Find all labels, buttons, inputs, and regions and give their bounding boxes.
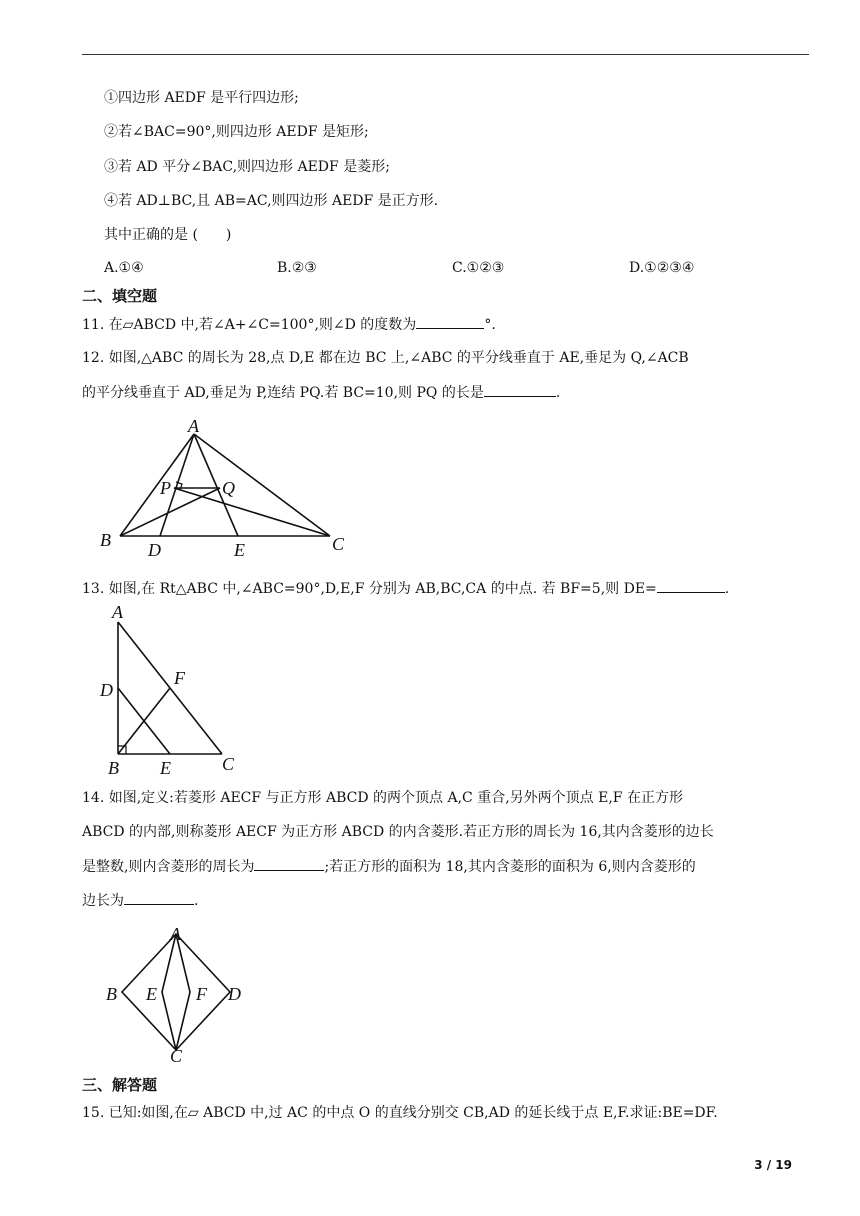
q10-option-a: A.①④ <box>104 260 144 276</box>
q12-answer-blank <box>484 382 556 397</box>
q14-label-f: F <box>196 984 207 1004</box>
q10-option-b: B.②③ <box>277 260 317 276</box>
q13-label-e: E <box>160 758 171 778</box>
q10-item-2: ②若∠BAC=90°,则四边形 AEDF 是矩形; <box>104 124 369 140</box>
q12-segment-ac <box>194 434 330 536</box>
q12-segment-cp <box>174 488 330 536</box>
q13-suffix: . <box>724 581 730 597</box>
section-fill-in-heading: 二、填空题 <box>82 287 158 305</box>
q12-figure <box>96 416 356 558</box>
q14-label-b: B <box>106 984 117 1004</box>
q11-suffix: °. <box>484 317 496 333</box>
q13-answer-blank <box>657 578 725 593</box>
q14-line-2: ABCD 的内部,则称菱形 AECF 为正方形 ABCD 的内含菱形.若正方形的周长为 16,其内含菱形的边长 <box>82 824 714 840</box>
q13-label-f: F <box>174 668 185 688</box>
q14-answer-blank-2 <box>124 890 194 905</box>
q14-suffix: . <box>194 893 199 909</box>
q14-label-d: D <box>228 984 241 1004</box>
page-number: 3 / 19 <box>754 1158 792 1172</box>
q12-label-b: B <box>100 530 111 550</box>
header-rule <box>82 54 809 55</box>
q12-label-e: E <box>234 540 245 558</box>
q14-label-e: E <box>146 984 157 1004</box>
q14-line-4 <box>82 890 198 911</box>
q14-answer-blank-1 <box>254 856 324 871</box>
q15-question: 15. 已知:如图,在▱ ABCD 中,过 AC 的中点 O 的直线分别交 CB,AD 的延长线于点 E,F.求证:BE=DF. <box>82 1105 718 1121</box>
q11-answer-blank <box>416 314 484 329</box>
q14-rhombus-aecf <box>162 934 190 1050</box>
q14-line-3b: ;若正方形的面积为 18,其内含菱形的面积为 6,则内含菱形的 <box>324 859 696 875</box>
q13-label-a: A <box>112 602 123 622</box>
q14-label-c: C <box>170 1046 183 1066</box>
q13-figure <box>96 602 256 780</box>
q13-label-d: D <box>100 680 113 700</box>
q14-label-a: A <box>170 924 181 944</box>
q13-label-c: C <box>222 754 235 774</box>
q11-question <box>82 314 496 335</box>
q10-item-1: ①四边形 AEDF 是平行四边形; <box>104 90 299 106</box>
q12-segment-ab <box>120 434 194 536</box>
q12-label-p: P <box>160 478 171 498</box>
q11-text: 11. 在▱ABCD 中,若∠A+∠C=100°,则∠D 的度数为 <box>82 317 417 333</box>
q13-question <box>82 578 729 599</box>
section-solution-heading: 三、解答题 <box>82 1076 158 1094</box>
q10-prompt: 其中正确的是 ( ) <box>104 227 232 243</box>
q14-line-1: 14. 如图,定义:若菱形 AECF 与正方形 ABCD 的两个顶点 A,C 重合,另外两个顶点 E,F 在正方形 <box>82 790 683 806</box>
q12-label-c: C <box>332 534 345 554</box>
q12-label-q: Q <box>222 478 235 498</box>
q14-line-3a: 是整数,则内含菱形的周长为 <box>82 859 255 875</box>
q12-suffix: . <box>555 385 561 401</box>
q10-item-4: ④若 AD⊥BC,且 AB=AC,则四边形 AEDF 是正方形. <box>104 193 439 209</box>
q13-label-b: B <box>108 758 119 778</box>
q12-line-1: 12. 如图,△ABC 的周长为 28,点 D,E 都在边 BC 上,∠ABC 的平分线垂直于 AE,垂足为 Q,∠ACB <box>82 350 689 366</box>
q13-text: 13. 如图,在 Rt△ABC 中,∠ABC=90°,D,E,F 分别为 AB,BC,CA 的中点. 若 BF=5,则 DE= <box>82 581 657 597</box>
q10-option-d: D.①②③④ <box>629 260 695 276</box>
q14-line-4-text: 边长为 <box>82 893 124 909</box>
q14-figure <box>104 920 254 1066</box>
q10-item-3: ③若 AD 平分∠BAC,则四边形 AEDF 是菱形; <box>104 159 390 175</box>
q12-line-2 <box>82 382 560 403</box>
q14-square-abcd <box>122 934 230 1050</box>
q10-option-c: C.①②③ <box>452 260 505 276</box>
q14-line-3 <box>82 856 696 877</box>
q12-label-a: A <box>188 416 199 436</box>
q12-label-d: D <box>148 540 161 558</box>
q12-line-2-text: 的平分线垂直于 AD,垂足为 P,连结 PQ.若 BC=10,则 PQ 的长是 <box>82 385 484 401</box>
